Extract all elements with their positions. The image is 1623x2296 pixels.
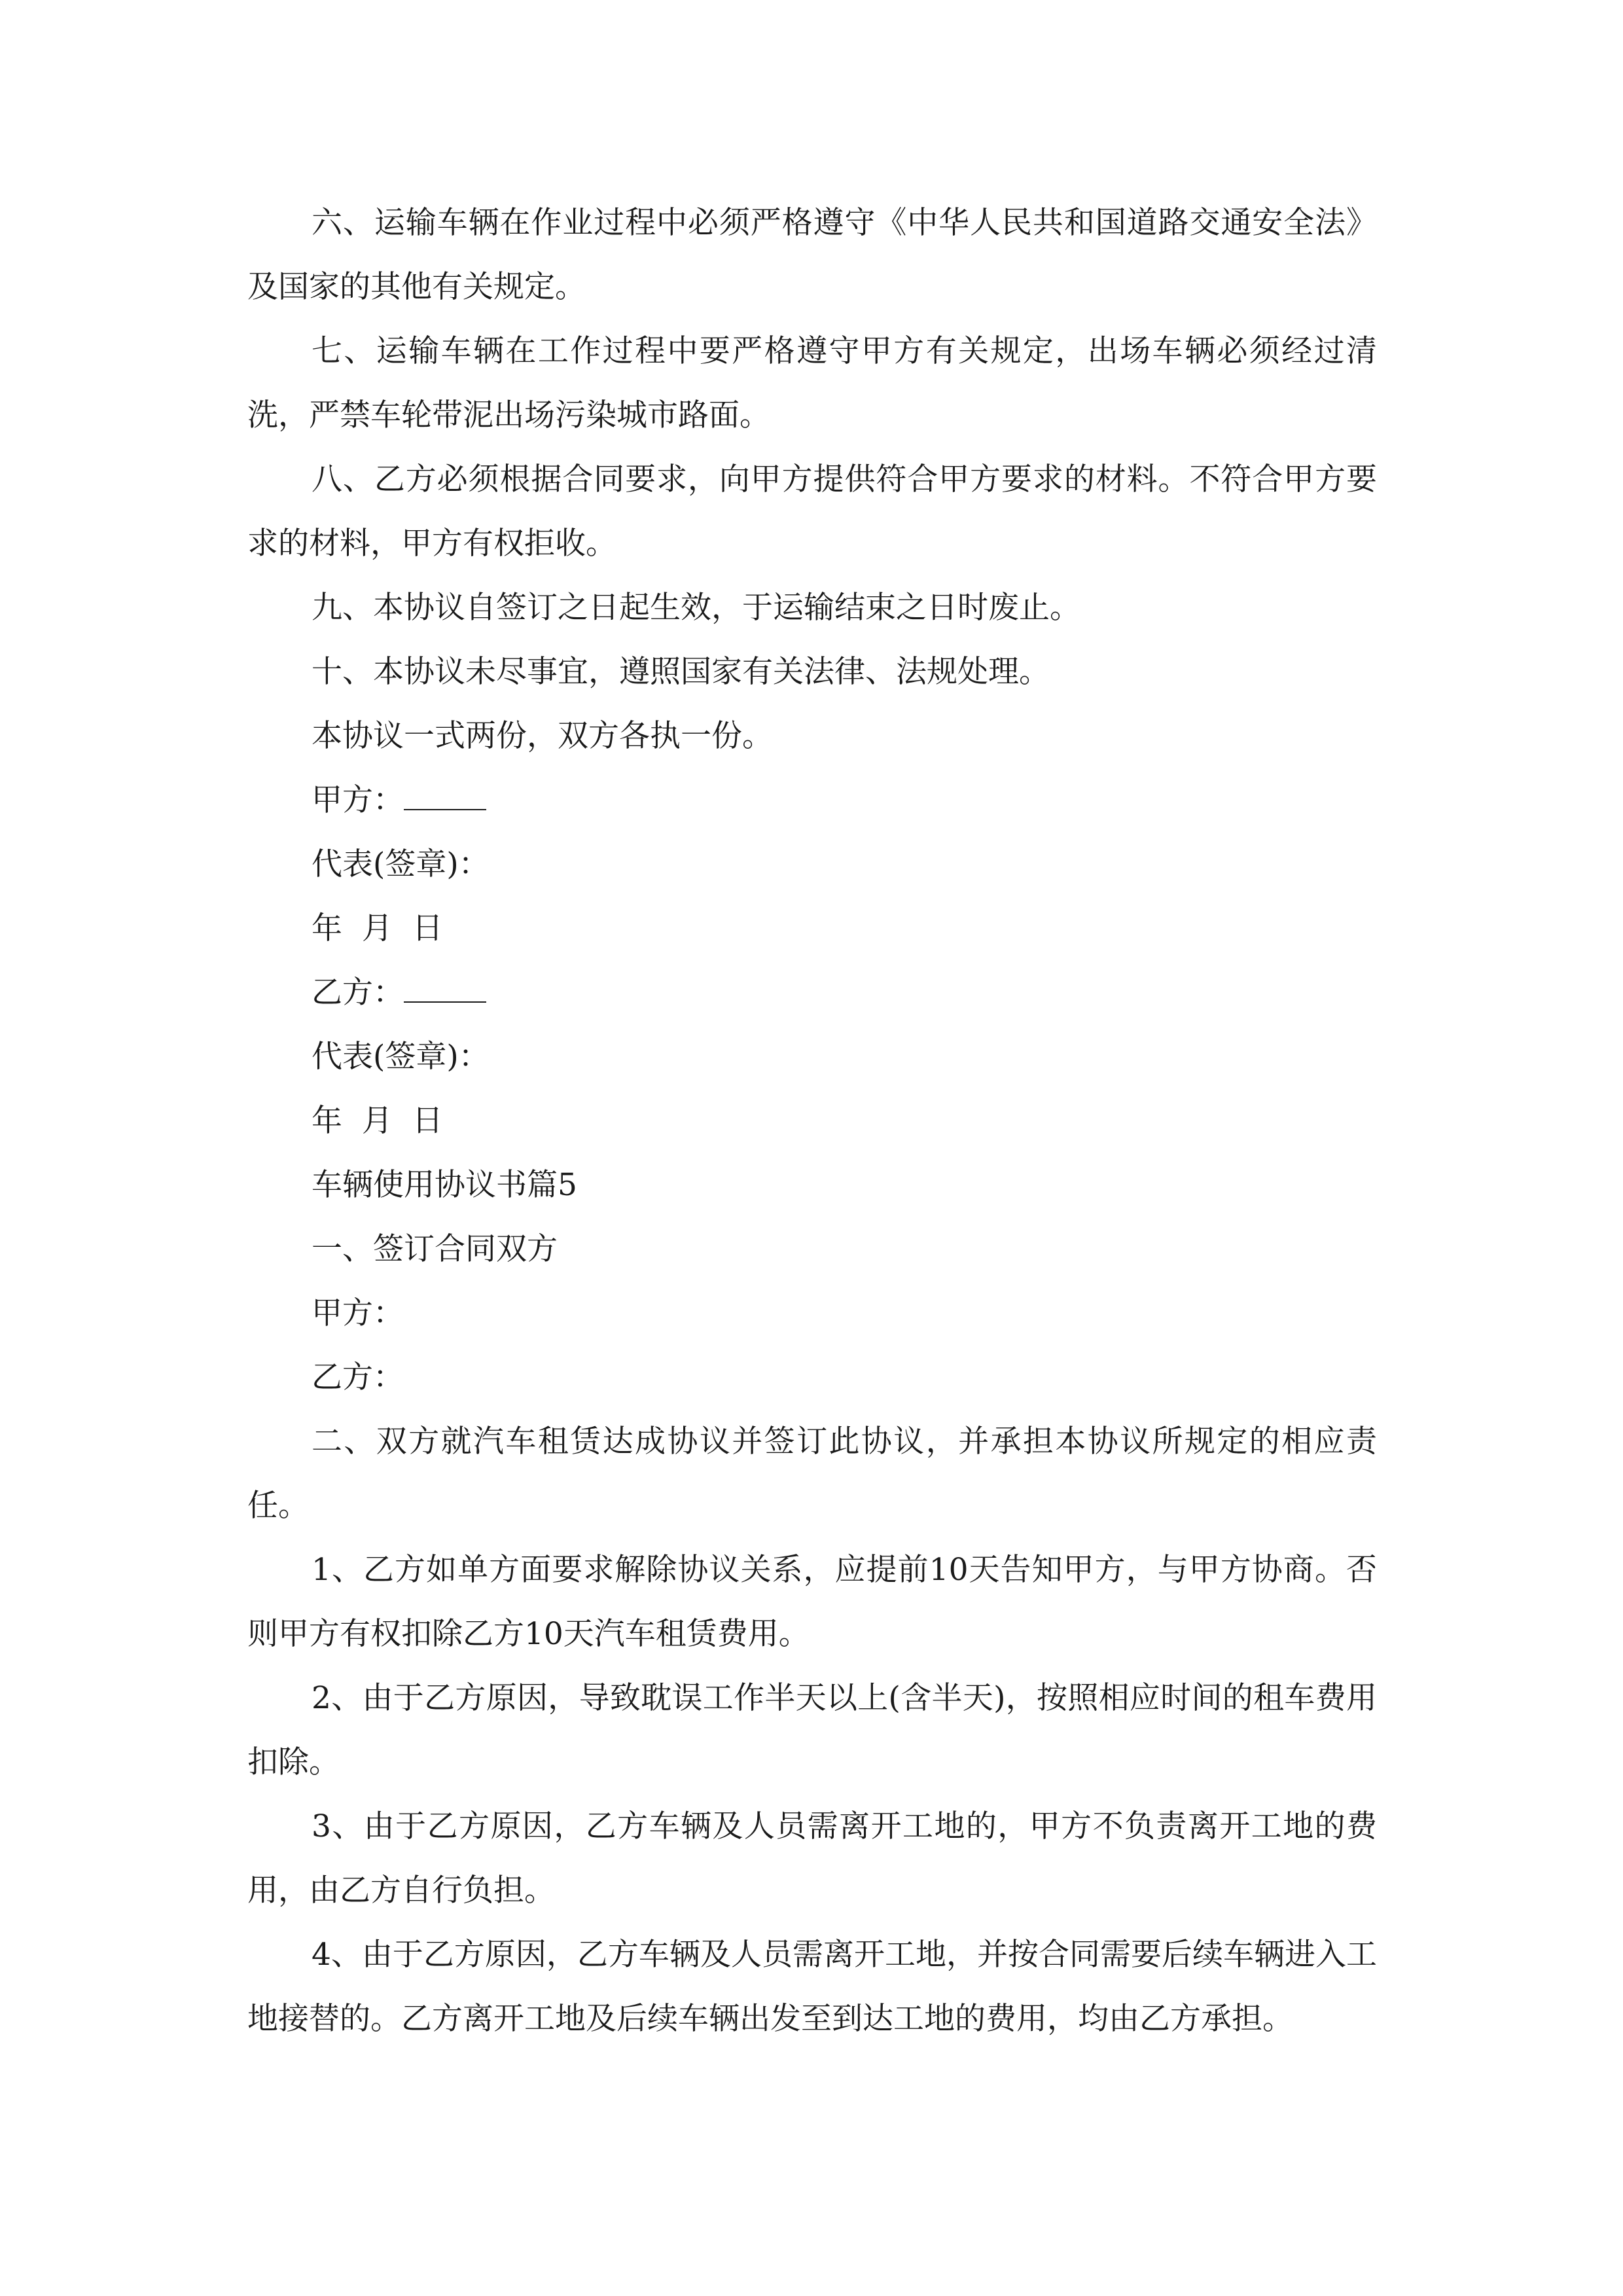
item-1: 1、乙方如单方面要求解除协议关系，应提前10天告知甲方，与甲方协商。否则甲方有权扣除乙方10天汽车租赁费用。 [247, 1552, 1377, 1652]
clause-9: 九、本协议自签订之日起生效，于运输结束之日时废止。 [312, 590, 1080, 626]
document-body [247, 191, 1377, 2051]
representative-b: 代表(签章)： [312, 1039, 490, 1075]
party-a-label: 甲方： [312, 782, 404, 818]
item-4: 4、由于乙方原因，乙方车辆及人员需离开工地，并按合同需要后续车辆进入工地接替的。乙方离开工地及后续车辆出发至到达工地的费用，均由乙方承担。 [247, 1937, 1377, 2037]
party-b-signature-line [247, 961, 1377, 1025]
party-a-blank [404, 783, 486, 810]
copies-note: 本协议一式两份，双方各执一份。 [312, 718, 773, 754]
date-a: 年 月 日 [312, 910, 443, 946]
party-b-blank [404, 975, 486, 1003]
date-b: 年 月 日 [312, 1103, 443, 1139]
item-3: 3、由于乙方原因，乙方车辆及人员需离开工地的，甲方不负责离开工地的费用，由乙方自行负担。 [247, 1808, 1377, 1909]
item-2: 2、由于乙方原因，导致耽误工作半天以上(含半天)，按照相应时间的租车费用扣除。 [247, 1680, 1377, 1780]
clause-7: 七、运输车辆在工作过程中要严格遵守甲方有关规定，出场车辆必须经过清洗，严禁车轮带泥出场污染城市路面。 [247, 333, 1377, 433]
clause-6: 六、运输车辆在作业过程中必须严格遵守《中华人民共和国道路交通安全法》及国家的其他有关规定。 [247, 205, 1377, 305]
section-2: 二、双方就汽车租赁达成协议并签订此协议，并承担本协议所规定的相应责任。 [247, 1424, 1377, 1524]
section-1-party-b: 乙方： [312, 1359, 404, 1395]
party-a-signature-line [247, 768, 1377, 833]
clause-10: 十、本协议未尽事宜，遵照国家有关法律、法规处理。 [312, 654, 1050, 690]
party-b-label: 乙方： [312, 975, 404, 1011]
clause-8: 八、乙方必须根据合同要求，向甲方提供符合甲方要求的材料。不符合甲方要求的材料，甲方有权拒收。 [247, 461, 1377, 562]
section-1-heading: 一、签订合同双方 [312, 1231, 558, 1267]
section-1-party-a: 甲方： [312, 1295, 404, 1331]
section-title: 车辆使用协议书篇5 [312, 1167, 577, 1203]
representative-a: 代表(签章)： [312, 846, 490, 882]
